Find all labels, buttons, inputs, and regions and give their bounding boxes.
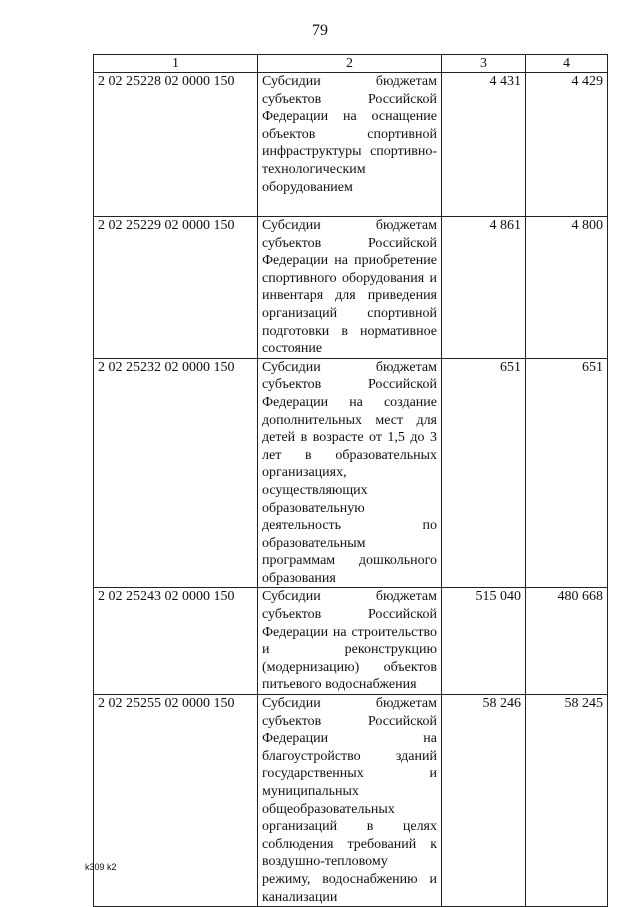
footer-document-mark: k309 k2 xyxy=(85,862,117,872)
value-col4: 58 245 xyxy=(526,695,608,907)
row-description: Субсидии бюджетам субъектов Российской Федерации на оснащение объектов спортивной инфраструктуры спортивно-технологическим оборудованием xyxy=(258,73,442,217)
value-col4: 4 800 xyxy=(526,217,608,359)
column-header-2: 2 xyxy=(258,55,442,73)
row-description: Субсидии бюджетам субъектов Российской Федерации на создание дополнительных мест для детей в возрасте от 1,5 до 3 лет в образовательных организациях, осуществляющих образовательную деятельность по образовательным программам дошкольного образования xyxy=(258,358,442,588)
value-col4: 4 429 xyxy=(526,73,608,217)
budget-code: 2 02 25232 02 0000 150 xyxy=(94,358,258,588)
column-header-3: 3 xyxy=(442,55,526,73)
value-col3: 4 861 xyxy=(442,217,526,359)
value-col4: 480 668 xyxy=(526,588,608,695)
table-row xyxy=(94,695,608,907)
budget-code: 2 02 25255 02 0000 150 xyxy=(94,695,258,907)
column-header-1: 1 xyxy=(94,55,258,73)
value-col3: 651 xyxy=(442,358,526,588)
budget-table xyxy=(93,54,608,907)
column-header-4: 4 xyxy=(526,55,608,73)
value-col3: 58 246 xyxy=(442,695,526,907)
row-description: Субсидии бюджетам субъектов Российской Федерации на строительство и реконструкцию (модернизацию) объектов питьевого водоснабжения xyxy=(258,588,442,695)
value-col3: 515 040 xyxy=(442,588,526,695)
table-row xyxy=(94,358,608,588)
table-row xyxy=(94,73,608,217)
budget-code: 2 02 25229 02 0000 150 xyxy=(94,217,258,359)
row-description: Субсидии бюджетам субъектов Российской Федерации на приобретение спортивного оборудования и инвентаря для приведения организаций спортивной подготовки в нормативное состояние xyxy=(258,217,442,359)
table-row xyxy=(94,217,608,359)
budget-code: 2 02 25228 02 0000 150 xyxy=(94,73,258,217)
table-row xyxy=(94,588,608,695)
value-col3: 4 431 xyxy=(442,73,526,217)
page-number: 79 xyxy=(312,22,328,39)
value-col4: 651 xyxy=(526,358,608,588)
row-description: Субсидии бюджетам субъектов Российской Федерации на благоустройство зданий государственных и муниципальных общеобразовательных организаций в целях соблюдения требований к воздушно-тепловому режиму, водоснабжению и канализации xyxy=(258,695,442,907)
budget-code: 2 02 25243 02 0000 150 xyxy=(94,588,258,695)
table-header-row xyxy=(94,55,608,73)
